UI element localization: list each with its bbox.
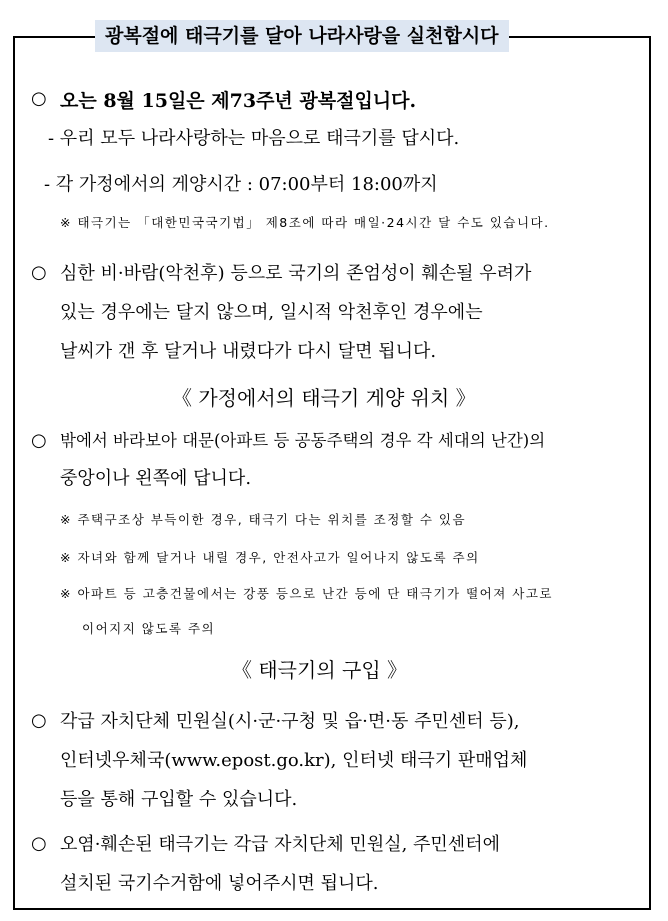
position-line-2: 중앙이나 왼쪽에 답니다. — [60, 468, 252, 489]
flag-encouragement: - 우리 모두 나라사랑하는 마음으로 태극기를 답시다. — [48, 128, 460, 149]
purchase-line-2: 인터넷우체국(www.epost.go.kr), 인터넷 태극기 판매업체 — [60, 750, 528, 771]
weather-line-1: 심한 비·바람(악천후) 등으로 국기의 존엄성이 훼손될 우려가 — [60, 263, 532, 284]
purchase-line-1: 각급 자치단체 민원실(시·군·구청 및 읍·면·동 주민센터 등), — [60, 711, 520, 732]
page-title: 광복절에 태극기를 달아 나라사랑을 실천합시다 — [95, 20, 509, 52]
disposal-line-1: 오염·훼손된 태극기는 각급 자치단체 민원실, 주민센터에 — [60, 834, 500, 855]
anniversary-statement: 오는 8월 15일은 제73주년 광복절입니다. — [60, 90, 417, 112]
bullet-icon: ○ — [31, 88, 47, 109]
weather-line-3: 날씨가 갠 후 달거나 내렸다가 다시 달면 됩니다. — [60, 341, 437, 362]
display-hours: - 각 가정에서의 게양시간 : 07:00부터 18:00까지 — [44, 174, 438, 195]
heading-purchase: 《 태극기의 구입 》 — [232, 658, 407, 682]
bullet-icon: ○ — [31, 833, 47, 854]
weather-line-2: 있는 경우에는 달지 않으며, 일시적 악천후인 경우에는 — [60, 302, 483, 323]
position-line-1: 밖에서 바라보아 대문(아파트 등 공동주택의 경우 각 세대의 난간)의 — [60, 431, 546, 450]
purchase-line-3: 등을 통해 구입할 수 있습니다. — [60, 789, 298, 810]
position-note-1: ※ 주택구조상 부득이한 경우, 태극기 다는 위치를 조정할 수 있음 — [60, 512, 467, 527]
bullet-icon: ○ — [31, 262, 47, 283]
position-note-3: ※ 아파트 등 고층건물에서는 강풍 등으로 난간 등에 단 태극기가 떨어져 사고로 — [60, 586, 554, 601]
heading-display-position: 《 가정에서의 태극기 게양 위치 》 — [172, 386, 476, 410]
bullet-icon: ○ — [31, 710, 47, 731]
bullet-icon: ○ — [31, 430, 47, 451]
disposal-line-2: 설치된 국기수거함에 넣어주시면 됩니다. — [60, 873, 379, 894]
position-note-3-cont: 이어지지 않도록 주의 — [82, 621, 216, 636]
law-note: ※ 태극기는 「대한민국국기법」 제8조에 따라 매일·24시간 달 수도 있습니다. — [60, 215, 550, 230]
position-note-2: ※ 자녀와 함께 달거나 내릴 경우, 안전사고가 일어나지 않도록 주의 — [60, 550, 480, 565]
